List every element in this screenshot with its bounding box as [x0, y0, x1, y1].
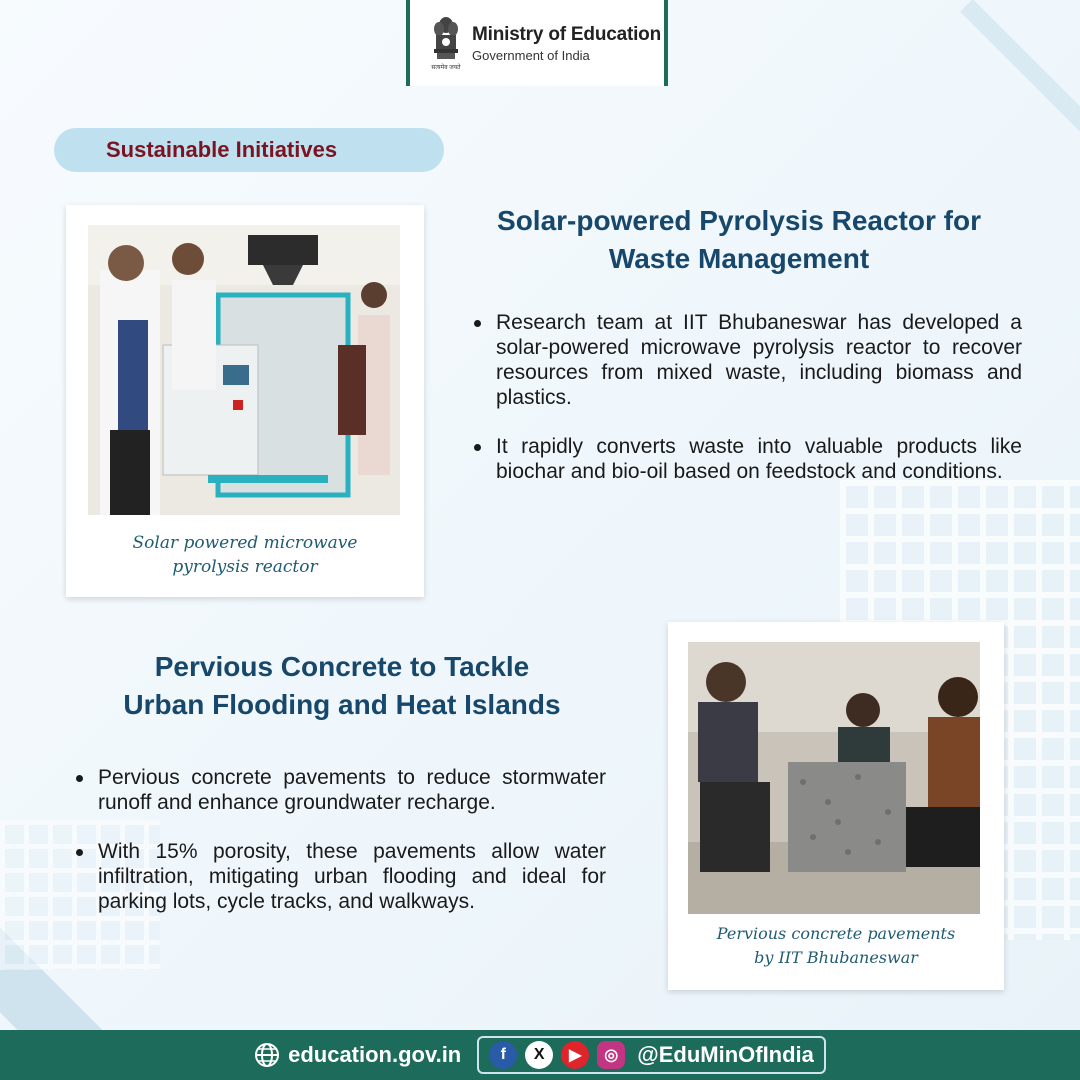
social-handle[interactable]: @EduMinOfIndia — [637, 1042, 814, 1067]
list-item: It rapidly converts waste into valuable products like biochar and bio-oil based on feedstock and conditions. — [470, 434, 1022, 484]
concrete-caption: Pervious concrete pavements by IIT Bhubaneswar — [716, 924, 956, 967]
section2-bullet-list — [72, 765, 606, 938]
instagram-icon[interactable]: ◎ — [597, 1041, 625, 1069]
section1-heading-line2: Waste Management — [608, 243, 870, 274]
ministry-header — [406, 0, 668, 86]
reactor-caption: Solar powered microwave pyrolysis reactor — [132, 533, 358, 577]
facebook-icon[interactable]: f — [489, 1041, 517, 1069]
ministry-title: Ministry of Education — [472, 23, 661, 45]
emblem-icon — [428, 15, 464, 71]
ministry-text — [472, 24, 661, 63]
x-icon[interactable]: X — [525, 1041, 553, 1069]
list-item: Pervious concrete pavements to reduce stormwater runoff and enhance groundwater recharge. — [72, 765, 606, 815]
globe-icon — [254, 1042, 280, 1068]
section2-heading — [60, 648, 624, 724]
emblem-motto: सत्यमेव जयते — [431, 65, 461, 71]
concrete-photo — [688, 642, 980, 914]
section1-heading — [450, 202, 1028, 278]
photo-card-reactor — [66, 205, 424, 597]
website-text: education.gov.in — [288, 1042, 462, 1067]
reactor-photo — [88, 225, 400, 515]
photo-card-concrete — [668, 622, 1004, 990]
section2-heading-line1: Pervious Concrete to Tackle — [154, 651, 530, 682]
section1-heading-line1: Solar-powered Pyrolysis Reactor for — [497, 205, 981, 236]
list-item: With 15% porosity, these pavements allow water infiltration, mitigating urban flooding and ideal for parking lots, cycle tracks, and walkways. — [72, 839, 606, 914]
list-item: Research team at IIT Bhubaneswar has developed a solar-powered microwave pyrolysis reactor to recover resources from mixed waste, including biomass and plastics. — [470, 310, 1022, 410]
ministry-subtitle: Government of India — [472, 47, 590, 63]
footer-bar — [0, 1030, 1080, 1080]
social-links — [477, 1036, 826, 1074]
youtube-icon[interactable]: ▶ — [561, 1041, 589, 1069]
category-tag: Sustainable Initiatives — [54, 128, 444, 172]
section1-bullet-list — [470, 310, 1022, 508]
website-link[interactable] — [254, 1042, 461, 1068]
section2-heading-line2: Urban Flooding and Heat Islands — [123, 689, 561, 720]
